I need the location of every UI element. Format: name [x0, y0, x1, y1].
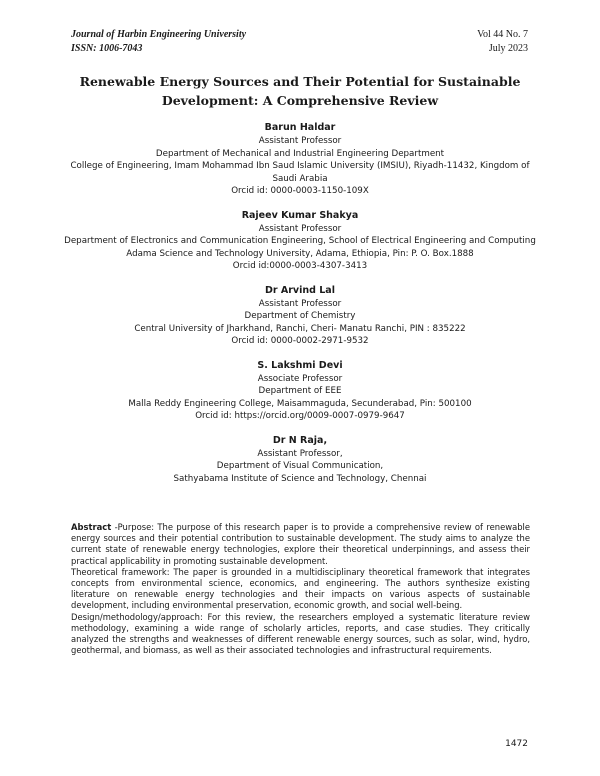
author-orcid: Orcid id: 0000-0002-2971-9532 — [231, 336, 369, 346]
author-orcid-link[interactable]: Orcid id: https://orcid.org/0009-0007-0979-9647 — [195, 411, 405, 421]
author-affiliation: College of Engineering, Imam Mohammad Ibn Saud Islamic University (IMSIU), Riyadh-11432, Kingdom of Saudi Arabia — [70, 161, 530, 184]
title-line-2: Development: A Comprehensive Review — [161, 93, 439, 108]
volume: Vol 44 No. 7 — [477, 29, 528, 40]
author-name: Barun Haldar — [264, 122, 336, 133]
author-title: Assistant Professor — [258, 223, 342, 234]
author-orcid: Orcid id:0000-0003-4307-3413 — [232, 261, 368, 271]
author-name: Dr N Raja, — [272, 434, 328, 446]
author-name: S. Lakshmi Devi — [257, 359, 343, 371]
author-name: Rajeev Kumar Shakya — [241, 209, 359, 221]
abstract-purpose-text: -Purpose: The purpose of this research paper is to provide a comprehensive review of renewable energy sources and their potential contribution to sustainable development. The study aims to analyze the current state of renewable energy technologies, explore their theoretical underpinnings, and assess their practical applicability in promoting sustainable development. — [71, 522, 530, 566]
author-block — [60, 434, 540, 486]
author-block — [60, 359, 540, 423]
author-affiliation: Central University of Jharkhand, Ranchi, Cheri- Manatu Ranchi, PIN : 835222 — [134, 323, 466, 334]
author-affiliation: Adama Science and Technology University, Adama, Ethiopia, Pin: P. O. Box.1888 — [126, 248, 474, 259]
author-orcid: Orcid id: 0000-0003-1150-109X — [231, 186, 369, 196]
author-affiliation: Malla Reddy Engineering College, Maisammaguda, Secunderabad, Pin: 500100 — [128, 398, 472, 409]
paper-title — [60, 72, 540, 110]
author-name: Dr Arvind Lal — [265, 284, 335, 296]
author-block — [60, 284, 540, 348]
journal-name: Journal of Harbin Engineering University — [71, 29, 247, 40]
abstract-methodology: Design/methodology/approach: For this review, the researchers employed a systematic literature review methodology, examining a wide range of scholarly articles, reports, and case studies. They critically analyzed the strengths and weaknesses of different renewable energy sources, such as solar, wind, hydro, geothermal, and biomass, as well as their associated technologies and infrastructural requirements. — [71, 611, 530, 656]
title-line-1: Renewable Energy Sources and Their Potential for Sustainable — [79, 74, 521, 89]
author-department: Department of Mechanical and Industrial Engineering Department — [155, 148, 445, 159]
author-department: Department of Visual Communication, — [216, 461, 384, 471]
page-number: 1472 — [505, 739, 528, 749]
author-affiliation: Sathyabama Institute of Science and Technology, Chennai — [173, 473, 427, 484]
issue-header — [477, 28, 528, 56]
author-department: Department of Chemistry — [244, 311, 356, 321]
author-block — [60, 209, 540, 273]
author-department: Department of Electronics and Communication Engineering, School of Electrical Engineering and Computing — [64, 236, 536, 246]
author-title: Assistant Professor — [258, 298, 342, 309]
issn: ISSN: 1006-7043 — [71, 43, 143, 54]
issue-date: July 2023 — [488, 43, 528, 54]
author-block — [60, 121, 540, 198]
author-title: Assistant Professor, — [257, 448, 343, 459]
abstract-label: Abstract — [71, 522, 112, 532]
abstract-purpose — [71, 522, 530, 567]
author-list — [60, 121, 540, 496]
abstract-theoretical-framework: Theoretical framework: The paper is grounded in a multidisciplinary theoretical framework that integrates concepts from environmental science, economics, and engineering. The authors synthesize existing literature on renewable energy technologies and their impacts on various aspects of sustainable development, including environmental preservation, economic growth, and social well-being. — [71, 566, 530, 611]
author-title: Assistant Professor — [258, 136, 342, 146]
author-department: Department of EEE — [258, 386, 342, 396]
journal-header — [71, 28, 246, 56]
abstract — [71, 522, 530, 656]
author-title: Associate Professor — [257, 373, 343, 384]
